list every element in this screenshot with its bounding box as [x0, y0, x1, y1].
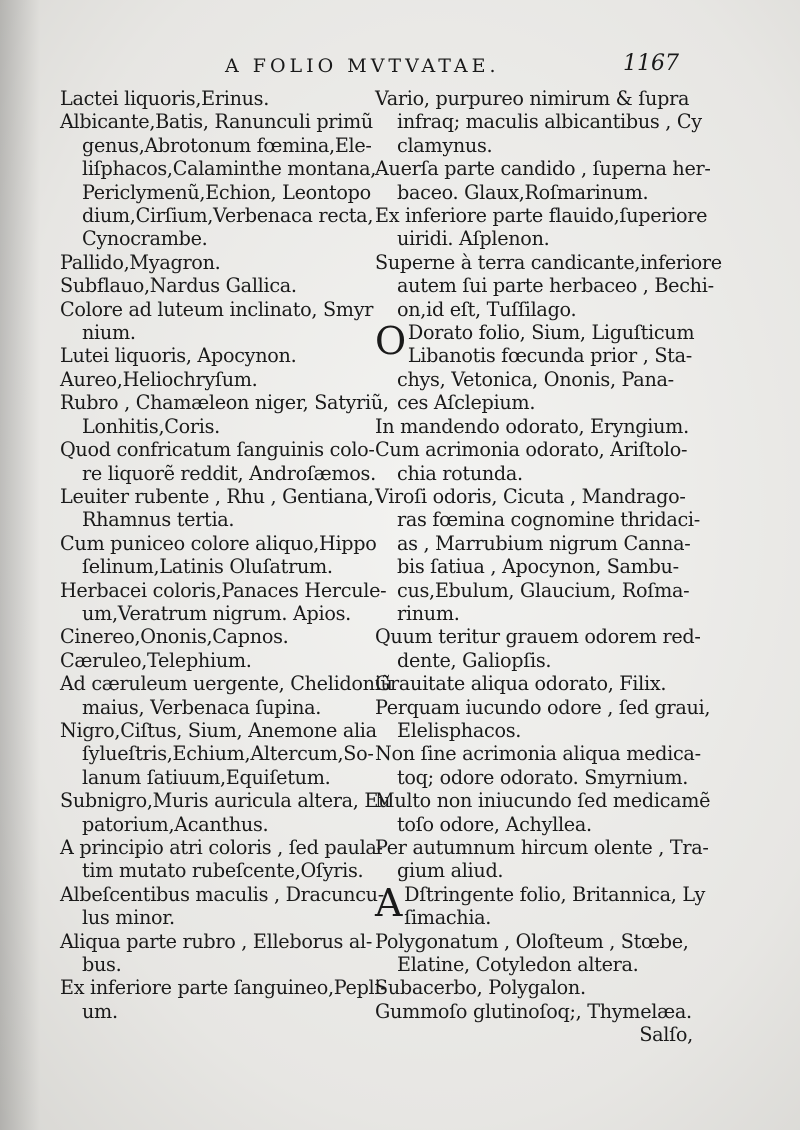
entry-line: ſimachia. — [404, 906, 492, 930]
index-entry — [375, 484, 700, 625]
index-entry — [375, 742, 701, 789]
left-column — [60, 87, 393, 1023]
entry-line: nium. — [82, 321, 136, 345]
index-entry — [60, 532, 380, 579]
entry-line: toſo odore, Achyllea. — [397, 812, 592, 836]
entry-line: Aliqua parte rubro , Elleborus al- — [60, 929, 373, 953]
entry-line: um. — [82, 999, 118, 1023]
entry-line: ces Aſclepium. — [397, 391, 536, 415]
entry-line: Auerſa parte candido , ſuperna her- — [375, 157, 711, 181]
entry-line: Pallido,Myagron. — [60, 250, 221, 274]
index-entry — [60, 298, 380, 345]
running-head — [0, 51, 800, 85]
entry-line: Lactei liquoris,Erinus. — [60, 87, 270, 110]
entry-line: Dſtringente folio, Britannica, Ly — [404, 882, 705, 906]
entry-line: Lonhitis,Coris. — [82, 414, 220, 438]
entry-line: Dorato folio, Sium, Liguſticum — [407, 321, 695, 345]
index-entry — [375, 930, 693, 977]
entry-line: as , Marrubium nigrum Canna- — [397, 531, 691, 555]
index-entry — [60, 368, 380, 391]
entry-line: Quod confricatum ſanguinis colo- — [60, 438, 375, 462]
entry-line: lus minor. — [82, 906, 175, 930]
index-entry — [375, 438, 693, 485]
entry-line: cus,Ebulum, Glaucium, Roſma- — [397, 578, 690, 602]
entry-line: Periclymenũ,Echion, Leontopo — [82, 180, 371, 204]
index-entry — [375, 321, 693, 415]
entry-line: Cæruleo,Telephium. — [60, 648, 252, 672]
entry-line: Nigro,Ciſtus, Sium, Anemone alia — [60, 718, 377, 742]
index-entry — [60, 438, 380, 485]
entry-line: patorium,Acanthus. — [82, 812, 269, 836]
entry-line: dium,Cirſium,Verbenaca recta, — [82, 204, 374, 228]
index-entry — [375, 1000, 693, 1023]
entry-line: re liquorẽ reddit, Androſæmos. — [82, 461, 376, 485]
entry-line: bis ſatiua , Apocynon, Sambu- — [397, 555, 679, 579]
entry-line: autem ſui parte herbaceo , Bechi- — [397, 274, 714, 298]
index-entry — [60, 110, 380, 250]
entry-line: Non ſine acrimonia aliqua medica- — [375, 742, 701, 766]
entry-line: Subacerbo, Polygalon. — [375, 976, 586, 1000]
index-entry — [60, 274, 380, 297]
entry-line: rinum. — [397, 601, 460, 625]
index-entry — [60, 344, 380, 367]
entry-line: Cum acrimonia odorato, Ariſtolo- — [375, 438, 688, 462]
entry-line: bus. — [82, 953, 122, 977]
entry-line: Lutei liquoris, Apocynon. — [60, 344, 297, 368]
entry-line: Vario, purpureo nimirum & ſupra — [375, 87, 690, 110]
index-entry — [60, 672, 393, 719]
entry-line: Per autumnum hircum olente , Tra- — [375, 836, 709, 859]
entry-line: Subflauo,Nardus Gallica. — [60, 274, 297, 298]
index-entry — [375, 672, 693, 695]
entry-line: Gummoſo glutinoſoq;, Thymelæa. — [375, 999, 692, 1023]
entry-line: ſelinum,Latinis Oluſatrum. — [82, 555, 333, 579]
entry-line: Superne à terra candicante,inferiore — [375, 250, 722, 274]
index-entry — [375, 625, 701, 672]
entry-line: tim mutato rubeſcente,Oſyris. — [82, 859, 364, 883]
entry-line: uiridi. Aſplenon. — [397, 227, 550, 251]
entry-line: Rubro , Chamæleon niger, Satyriũ, — [60, 391, 389, 415]
entry-line: ſylueſtris,Echium,Altercum,So- — [82, 742, 374, 766]
index-entry — [60, 649, 380, 672]
index-entry — [375, 1023, 693, 1046]
entry-line: Albeſcentibus maculis , Dracuncu- — [60, 882, 384, 906]
entry-line: genus,Abrotonum fœmina,Ele- — [82, 133, 372, 157]
entry-line: Leuiter rubente , Rhu , Gentiana, — [60, 484, 374, 508]
entry-line: Aureo,Heliochryſum. — [60, 367, 258, 391]
initial-letter: A — [375, 880, 403, 925]
index-entry — [60, 882, 384, 930]
index-entry — [60, 87, 380, 110]
index-entry — [375, 695, 711, 743]
entry-line: um,Veratrum nigrum. Apios. — [82, 601, 351, 625]
index-entry — [60, 578, 387, 626]
entry-line: chys, Vetonica, Ononis, Pana- — [397, 367, 674, 391]
entry-line: chia rotunda. — [397, 461, 523, 485]
index-entry — [375, 250, 722, 321]
entry-line: Grauitate aliqua odorato, Filix. — [375, 672, 667, 696]
index-entry — [60, 625, 380, 648]
entry-line: Polygonatum , Oloſteum , Stœbe, — [375, 929, 689, 953]
index-entry — [60, 251, 380, 274]
index-entry — [60, 719, 380, 789]
entry-line: Albicante,Batis, Ranunculi primũ — [60, 110, 373, 134]
page-number: 1167 — [623, 51, 679, 76]
right-column — [375, 87, 722, 1047]
entry-line: Herbacei coloris,Panaces Hercule- — [60, 578, 387, 602]
initial-letter: O — [375, 319, 406, 364]
entry-line: Viroſi odoris, Cicuta , Mandrago- — [375, 484, 686, 508]
entry-line: Elatine, Cotyledon altera. — [397, 953, 639, 977]
entry-line: Libanotis fœcunda prior , Sta- — [407, 344, 692, 368]
entry-line: In mandendo odorato, Eryngium. — [375, 414, 689, 438]
index-entry — [60, 391, 389, 438]
entry-line: Cum puniceo colore aliquo,Hippo — [60, 531, 377, 555]
entry-line: lanum ſatiuum,Equiſetum. — [82, 765, 331, 789]
running-head-title: A FOLIO MVTVATAE. — [225, 55, 500, 77]
entry-line: toq; odore odorato. Smyrnium. — [397, 765, 689, 789]
index-entry — [375, 789, 711, 836]
entry-line: dente, Galiopſis. — [397, 648, 552, 672]
entry-line: liſphacos,Calaminthe montana, — [82, 157, 377, 181]
index-entry — [375, 976, 693, 999]
index-entry — [60, 930, 380, 977]
entry-line: Cynocrambe. — [82, 227, 208, 251]
entry-line: clamynus. — [397, 133, 493, 157]
index-entry — [375, 87, 702, 157]
index-entry — [60, 485, 380, 532]
entry-line: ras fœmina cognomine thridaci- — [397, 508, 700, 532]
entry-line: Colore ad luteum inclinato, Smyr — [60, 297, 374, 321]
index-entry — [60, 836, 383, 883]
entry-line: maius, Verbenaca ſupina. — [82, 695, 322, 719]
index-entry — [60, 789, 391, 836]
index-entry — [375, 415, 693, 438]
entry-line: Cinereo,Ononis,Capnos. — [60, 625, 289, 649]
entry-line: Quum teritur grauem odorem red- — [375, 625, 701, 649]
index-entry — [375, 836, 709, 883]
entry-line: infraq; maculis albicantibus , Cy — [397, 110, 702, 134]
entry-line: Rhamnus tertia. — [82, 508, 235, 532]
index-entry — [375, 204, 708, 251]
entry-line: Multo non iniucundo ſed medicamẽ — [375, 789, 711, 813]
entry-line: Ex inferiore parte flauido,ſuperiore — [375, 204, 708, 228]
entry-line: on,id eſt, Tuſſilago. — [397, 297, 577, 321]
entry-line: Perquam iucundo odore , ſed graui, — [375, 695, 711, 719]
index-entry — [375, 880, 705, 930]
entry-line: Salſo, — [639, 1023, 693, 1047]
entry-line: Elelisphacos. — [397, 718, 522, 742]
index-entry — [375, 157, 711, 204]
entry-line: Ex inferiore parte ſanguineo,Pepli- — [60, 976, 387, 1000]
entry-line: Ad cæruleum uergente, Chelidoniũ — [60, 672, 393, 696]
entry-line: Subnigro,Muris auricula altera, Eu — [60, 789, 391, 813]
page-gutter-shadow — [0, 0, 40, 1130]
entry-line: baceo. Glaux,Roſmarinum. — [397, 180, 649, 204]
entry-line: A principio atri coloris , ſed paula- — [60, 836, 383, 859]
index-entry — [60, 976, 387, 1023]
entry-line: gium aliud. — [397, 859, 504, 883]
